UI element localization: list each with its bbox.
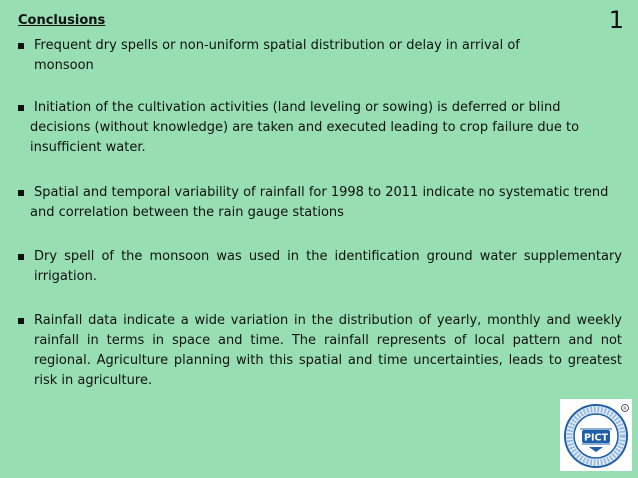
bullet-square-icon bbox=[18, 254, 24, 260]
bullet-item bbox=[18, 183, 622, 223]
bullet-square-icon bbox=[18, 43, 24, 49]
page-number: 1 bbox=[608, 6, 624, 34]
bullet-text: Spatial and temporal variability of rainfall for 1998 to 2011 indicate no systematic trend and correlation between the rain gauge stations bbox=[30, 185, 609, 220]
bullet-item bbox=[18, 247, 622, 287]
bullet-text: Initiation of the cultivation activities (land leveling or sowing) is deferred or blind decisions (without knowledge) are taken and executed leading to crop failure due to insufficient water. bbox=[30, 100, 580, 155]
slide-title: Conclusions bbox=[18, 13, 106, 28]
pict-logo bbox=[560, 399, 632, 471]
bullet-square-icon bbox=[18, 105, 24, 111]
bullet-square-icon bbox=[18, 318, 24, 324]
bullet-square-icon bbox=[18, 190, 24, 196]
bullet-item bbox=[18, 311, 622, 391]
bullet-item bbox=[18, 98, 622, 158]
bullet-item bbox=[18, 36, 578, 76]
logo-wordmark: PICT bbox=[584, 432, 608, 444]
svg-text:R: R bbox=[623, 406, 627, 412]
bullet-text: Dry spell of the monsoon was used in the identification ground water supplementary irrigation. bbox=[34, 249, 622, 284]
bullet-text: Rainfall data indicate a wide variation in the distribution of yearly, monthly and weekly rainfall in terms in space and time. The rainfall represents of local pattern and not regional. Agriculture planning with this spatial and time uncertainties, leads to greatest risk in agriculture. bbox=[34, 313, 622, 388]
pict-logo-icon bbox=[560, 399, 632, 471]
bullet-text: Frequent dry spells or non-uniform spatial distribution or delay in arrival of monsoon bbox=[34, 38, 520, 73]
